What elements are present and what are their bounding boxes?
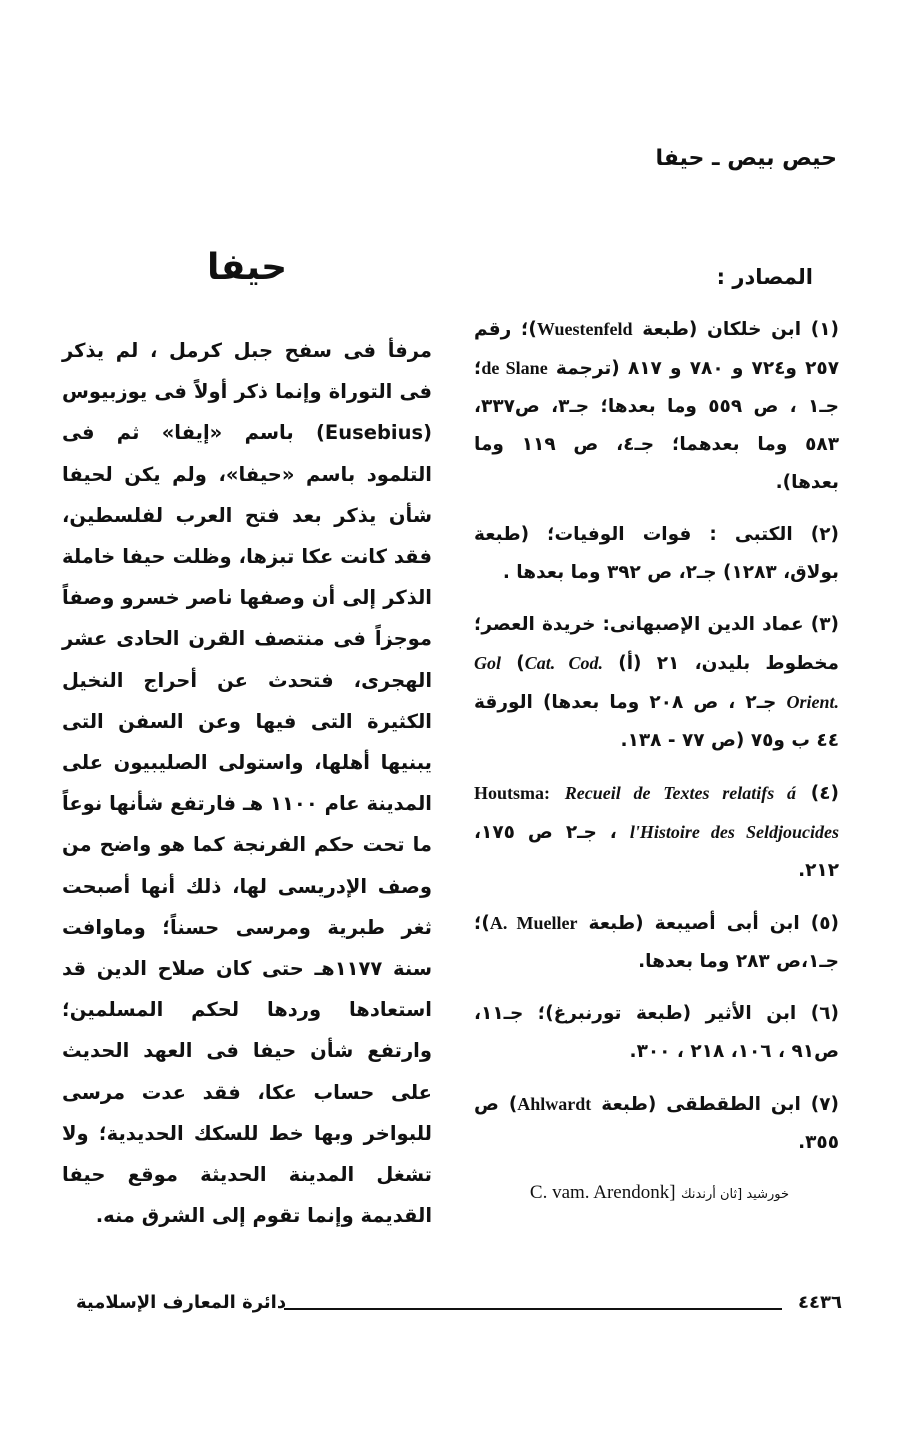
article-body: مرفأ فى سفح جبل كرمل ، لم يذكر فى التوراة وإنما ذكر أولاً فى يوزبيوس (Eusebius) باسم «إيفا» ثم فى التلمود باسم «حيفا»، ولم يكن لحيفا شأن يذكر بعد فتح العرب لفلسطين، فقد كانت عكا تبزها، وظلت حيفا خاملة الذكر إلى أن وصفها ناصر خسرو وصفاً موجزاً فى منتصف القرن الحادى عشر الهجرى، فتحدث عن أحراج النخيل الكثيرة التى فيها وعن السفن التى يبنيها أهلها، واستولى الصليبيون على المدينة عام ١١٠٠ هـ فارتفع شأنها نوعاً ما تحت حكم الفرنجة كما هو واضح من وصف الإدريسى لها، ذلك أنها أصبحت ثغر طبرية ومرسى حسناً؛ وماوافت سنة ١١٧٧هـ حتى كان صلاح الدين قد استعادها وردها لحكم المسلمين؛ وارتفع شأن حيفا فى العهد الحديث على حساب عكا، فقد عدت مرسى للبواخر وبها خط للسكك الحديدية؛ ولا تشغل المدينة الحديثة موقع حيفا القديمة وإنما تقوم إلى الشرق منه. [62, 339, 432, 1228]
source-latin: A. Mueller [489, 913, 578, 933]
source-item-7 [474, 1085, 839, 1162]
source-latin: Cat. Cod. Orient. [524, 653, 839, 712]
source-item-3 [474, 606, 839, 760]
source-latin: Houtsma: [474, 783, 550, 803]
source-text: )؛ رقم ٢٥٧ و٧٢٤ و ٧٨٠ و ٨١٧ (ترجمة [474, 319, 839, 379]
source-latin: Ahlwardt [517, 1094, 592, 1114]
page-footer [76, 1292, 842, 1322]
source-text: (٣) عماد الدين الإصبهانى: خريدة العصر؛ مخطوط بليدن، ٢١ (أ) [474, 614, 839, 674]
source-item-6 [474, 995, 839, 1071]
source-text: (٦) ابن الأثير (طبعة تورنبرغ)؛ جـ١١، ص٩١ ، ١٠٦، ٢١٨ ، ٣٠٠. [474, 1003, 839, 1062]
source-text: (٢) الكتبى : فوات الوفيات؛ (طبعة بولاق، ١٢٨٣) جـ٢، ص ٣٩٢ وما بعدها . [474, 524, 839, 583]
sources-column [474, 260, 839, 1212]
publication-name: دائرة المعارف الإسلامية [76, 1292, 287, 1313]
footer-rule [284, 1308, 782, 1310]
source-item-5 [474, 904, 839, 981]
source-text: ( [501, 653, 525, 674]
source-text: (٧) ابن الطقطقى (طبعة [591, 1094, 839, 1115]
article-column [62, 240, 432, 1236]
source-text: (١) ابن خلكان (طبعة [632, 319, 839, 340]
source-text: ) ص ٣٥٥. [474, 1094, 839, 1153]
source-latin: Recueil de Textes relatifs á l'Histoire des Seldjoucides [564, 783, 839, 842]
source-item-2 [474, 516, 839, 592]
signature-latin: C. vam. Arendonk] [529, 1182, 676, 1203]
running-head: حيص بيص ـ حيفا [655, 146, 837, 171]
source-text: ؛ جـ١ ، ص ٥٥٩ وما بعدها؛ جـ٣، ص٣٣٧، ٥٨٣ وما بعدهما؛ جـ٤، ص ١١٩ وما بعدها). [474, 358, 840, 493]
signature-arabic: خورشيد [ثان أرندنك [680, 1187, 789, 1202]
source-latin: de Slane [481, 358, 548, 378]
source-text: جـ٢ ، ص ٢٠٨ وما بعدها) الورقة ٤٤ ب و٧٥ (ص ٧٧ - ١٣٨. [474, 692, 839, 751]
source-latin: Wuestenfeld [536, 319, 633, 339]
article-title: حيفا [206, 247, 288, 288]
source-text: (٤) [796, 783, 839, 804]
source-item-4 [474, 774, 839, 890]
source-text: ، جـ٢ ص ١٧٥، ٢١٢. [474, 822, 839, 881]
source-item-1 [474, 310, 839, 502]
sources-heading: المصادر : [716, 265, 813, 289]
author-signature [474, 1176, 839, 1212]
source-latin: Gol [474, 653, 501, 673]
source-text: )؛ جـ١،ص ٢٨٣ وما بعدها. [474, 913, 839, 972]
page-number: ٤٤٣٦ [798, 1292, 842, 1313]
source-text: (٥) ابن أبى أصيبعة (طبعة [577, 913, 839, 934]
